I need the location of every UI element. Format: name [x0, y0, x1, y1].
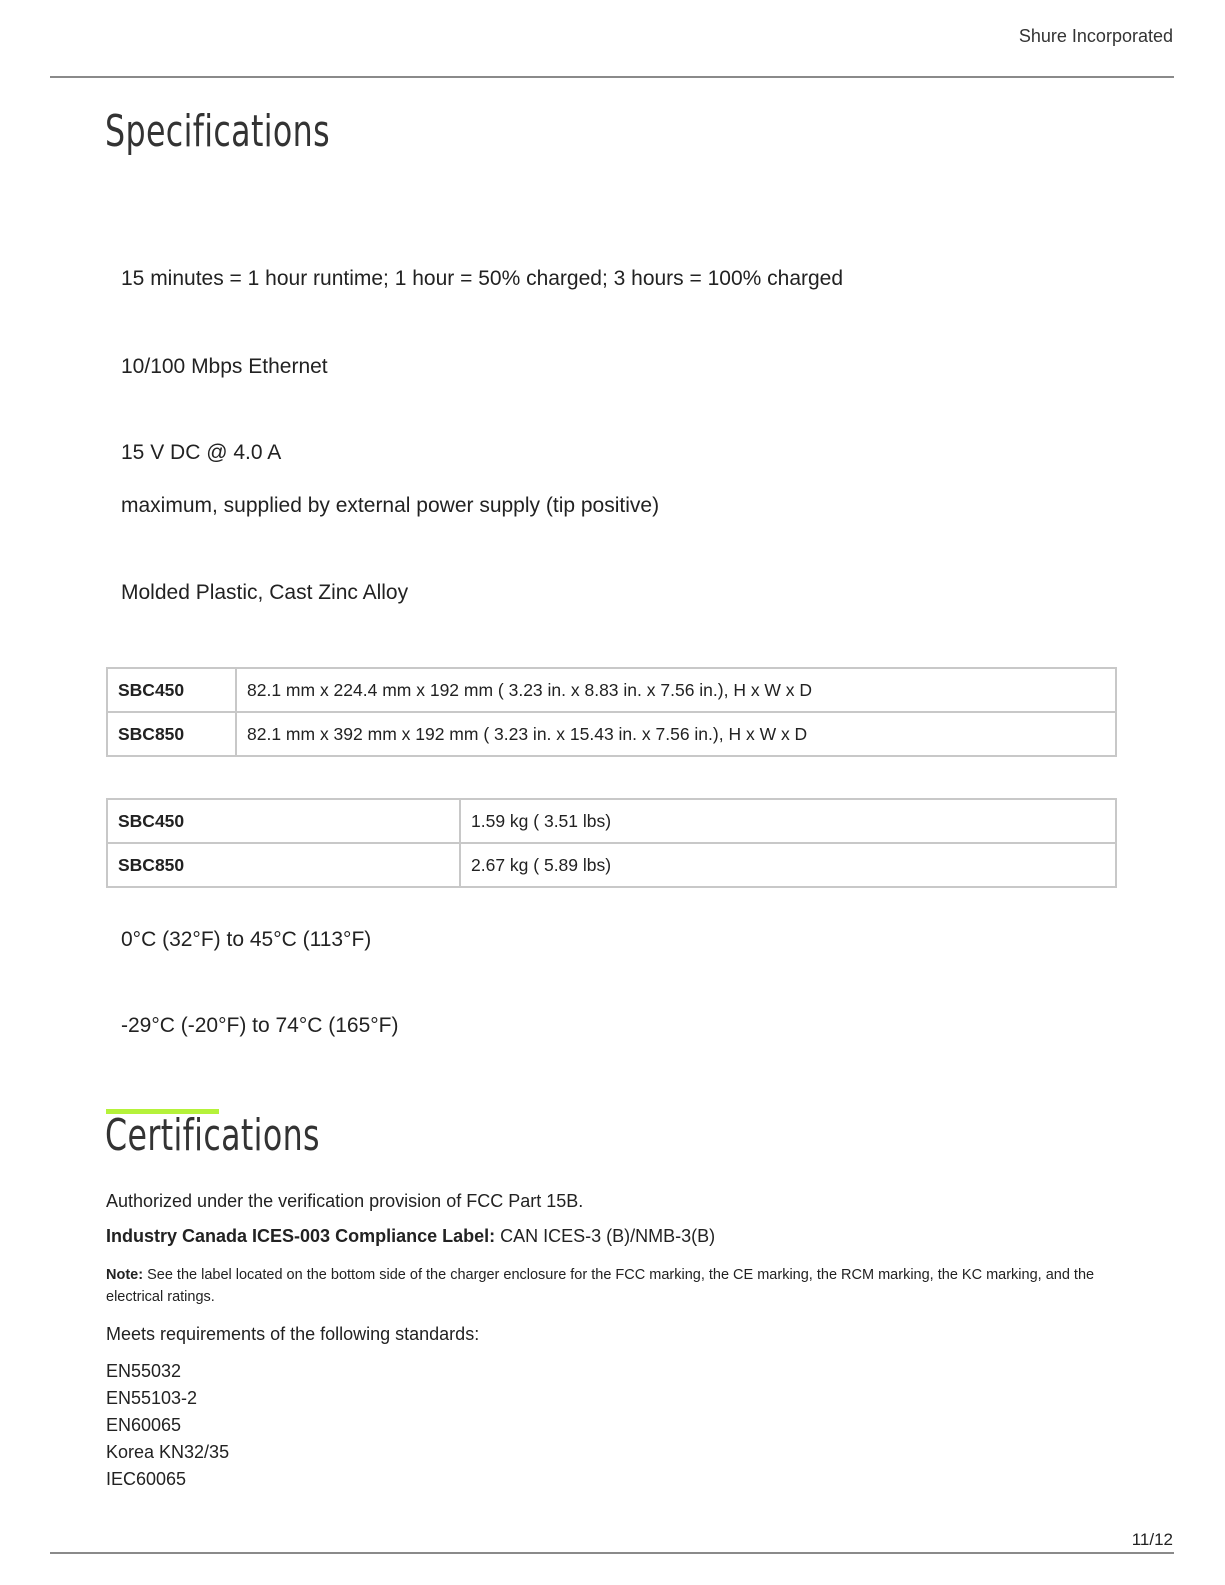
fcc-statement: Authorized under the verification provision of FCC Part 15B. — [106, 1191, 584, 1211]
storage-temp-value: -29°C (-20°F) to 74°C (165°F) — [121, 1014, 399, 1037]
header-divider — [50, 76, 1174, 78]
list-item: Korea KN32/35 — [106, 1442, 230, 1462]
list-item: EN55103-2 — [106, 1388, 198, 1408]
model-cell: SBC450 — [107, 668, 236, 712]
note-text: See the label located on the bottom side of the charger enclosure for the FCC marking, the CE marking, the RCM marking, the KC marking, and the electrical ratings. — [106, 1267, 1095, 1305]
specifications-heading: Specifications — [105, 106, 330, 157]
power-value: 15 V DC @ 4.0 A — [121, 441, 282, 464]
certifications-heading: Certifications — [105, 1110, 320, 1161]
dimension-cell: 82.1 mm x 392 mm x 192 mm ( 3.23 in. x 15.43 in. x 7.56 in.), H x W x D — [236, 712, 1116, 756]
standards-list — [106, 1358, 229, 1493]
standards-intro: Meets requirements of the following standards: — [106, 1324, 480, 1344]
model-cell: SBC450 — [107, 799, 460, 843]
page-number: 11/12 — [1131, 1530, 1173, 1549]
model-cell: SBC850 — [107, 712, 236, 756]
network-value: 10/100 Mbps Ethernet — [121, 355, 328, 378]
table-row — [107, 668, 1116, 712]
charge-time-value: 15 minutes = 1 hour runtime; 1 hour = 50% charged; 3 hours = 100% charged — [121, 267, 844, 290]
operating-temp-value: 0°C (32°F) to 45°C (113°F) — [121, 928, 372, 951]
weight-cell: 2.67 kg ( 5.89 lbs) — [460, 843, 1116, 887]
power-note: maximum, supplied by external power supply (tip positive) — [121, 494, 660, 517]
table-row — [107, 712, 1116, 756]
weight-table — [106, 798, 1117, 888]
housing-value: Molded Plastic, Cast Zinc Alloy — [121, 581, 409, 604]
ic-compliance-label: Industry Canada ICES-003 Compliance Label: — [106, 1226, 496, 1246]
dimensions-table — [106, 667, 1117, 757]
note-paragraph — [106, 1264, 1106, 1308]
ic-compliance-line — [106, 1226, 715, 1247]
weight-cell: 1.59 kg ( 3.51 lbs) — [460, 799, 1116, 843]
dimension-cell: 82.1 mm x 224.4 mm x 192 mm ( 3.23 in. x 8.83 in. x 7.56 in.), H x W x D — [236, 668, 1116, 712]
note-label: Note: — [106, 1267, 144, 1283]
header-company-name: Shure Incorporated — [1018, 26, 1173, 46]
table-row — [107, 843, 1116, 887]
list-item: EN60065 — [106, 1415, 182, 1435]
list-item: IEC60065 — [106, 1469, 187, 1489]
footer-divider — [50, 1552, 1174, 1554]
model-cell: SBC850 — [107, 843, 460, 887]
ic-compliance-value: CAN ICES-3 (B)/NMB-3(B) — [495, 1226, 716, 1246]
list-item: EN55032 — [106, 1361, 182, 1381]
table-row — [107, 799, 1116, 843]
